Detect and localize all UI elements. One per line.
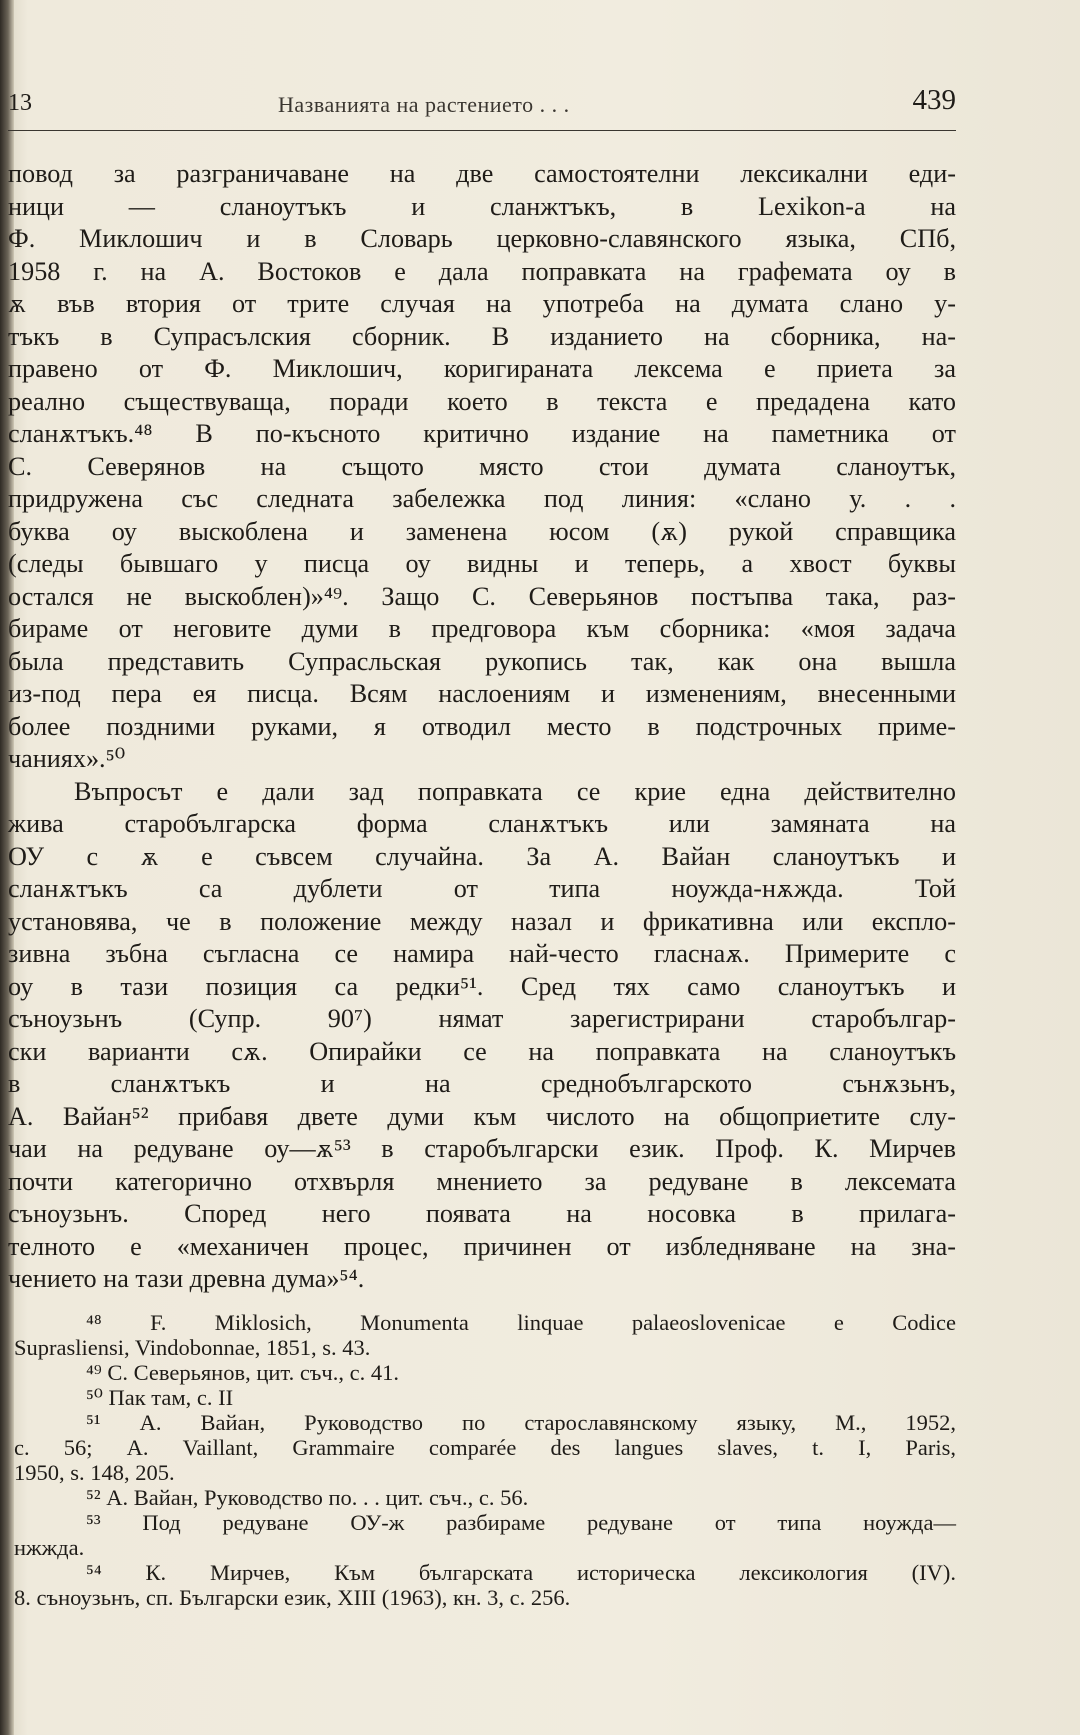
body-text	[8, 158, 956, 1296]
text-line: ѫ във втория от трите случая на употреба на думата слано у-	[8, 289, 956, 318]
text-line: Ф. Миклошич и в Словарь церковно-славянского языка, СПб,	[8, 224, 956, 253]
running-title: Названията на растението . . .	[278, 92, 570, 117]
footnote-54: ⁵⁴ К. Мирчев, Към българската историческа лексикология (IV).	[86, 1560, 956, 1585]
text-line: Въпросът е дали зад поправката се крие една действително	[74, 776, 956, 806]
text-line: тъкъ в Супрасълския сборник. В изданието на сборника, на-	[8, 321, 956, 351]
text-line: сланѫтъкъ.⁴⁸ В по-късното критично издание на паметника от	[8, 419, 956, 448]
footnote-49: ⁴⁹ С. Северьянов, цит. съч., с. 41.	[86, 1360, 399, 1385]
text-line: сланѫтъкъ са дублети от типа ноужда-нѫжда. Той	[8, 874, 956, 903]
text-line: более поздними руками, я отводил место в подстрочных приме-	[8, 711, 956, 741]
footnote-48-cont: Suprasliensi, Vindobonnae, 1851, s. 43.	[14, 1335, 371, 1360]
text-line: А. Вайан⁵² прибавя двете думи към числото на общоприетите слу-	[8, 1101, 956, 1131]
footnotes	[14, 1310, 956, 1610]
text-line: правено от Ф. Миклошич, коригираната лексема е приета за	[8, 354, 956, 383]
header-rule	[8, 130, 956, 131]
footnote-52: ⁵² А. Вайан, Руководство по. . . цит. съч., с. 56.	[86, 1485, 529, 1510]
text-line: из-под пера ея писца. Всям наслоениям и изменениям, внесенными	[8, 679, 956, 708]
text-line: чението на тази древна дума»⁵⁴.	[8, 1264, 365, 1293]
footnote-51-cont: 1950, s. 148, 205.	[14, 1460, 175, 1485]
text-line: реално съществуваща, поради което в текста е предадена като	[8, 386, 956, 416]
text-line: ОУ с ѫ е съвсем случайна. За А. Вайан сланоутъкъ и	[8, 841, 956, 871]
text-line: была представить Супрасльская рукопись так, как она вышла	[8, 646, 956, 676]
footnote-48: ⁴⁸ F. Miklosich, Monumenta linquae palaeoslovenicae e Codice	[86, 1310, 956, 1335]
footnote-54-cont: 8. съноузьнъ, сп. Български език, XIII (1963), кн. 3, с. 256.	[14, 1585, 571, 1610]
text-line: почти категорично отхвърля мнението за редуване в лексемата	[8, 1166, 956, 1196]
text-line: придружена със следната забележка под линия: «слано у. . .	[8, 484, 956, 513]
footnote-50: ⁵⁰ Пак там, с. II	[86, 1385, 234, 1410]
text-line: 1958 г. на А. Востоков е дала поправката на графемата оу в	[8, 256, 956, 286]
text-line: повод за разграничаване на две самостоятелни лексикални еди-	[8, 159, 956, 188]
left-page-number: 13	[8, 90, 32, 116]
text-line: в сланѫтъкъ и на среднобългарското сънѫзьнъ,	[8, 1069, 956, 1098]
text-line: чаниях».⁵⁰	[8, 744, 126, 773]
text-line: зивна зъбна съгласна се намира най-често гласнаѫ. Примерите с	[8, 939, 956, 968]
text-line: жива старобългарска форма сланѫтъкъ или замяната на	[8, 809, 956, 838]
text-line: оу в тази позиция са редки⁵¹. Сред тях само сланоутъкъ и	[8, 971, 956, 1001]
running-header	[8, 84, 956, 124]
footnote-53: ⁵³ Под редуване ОУ-ж разбираме редуване от типа ноужда—	[86, 1510, 956, 1535]
text-line: (следы бывшаго у писца оу видны и теперь, а хвост буквы	[8, 549, 956, 578]
text-line: остался не выскоблен)»⁴⁹. Защо С. Северьянов постъпва така, раз-	[8, 581, 956, 611]
text-line: ници — сланоутъкъ и сланжтъкъ, в Lexikon-a на	[8, 191, 956, 221]
text-line: С. Северянов на същото място стои думата сланоутък,	[8, 451, 956, 481]
footnote-51: ⁵¹ А. Вайан, Руководство по старославянскому языку, М., 1952,	[86, 1410, 956, 1435]
page-number: 439	[912, 84, 956, 116]
text-line: бираме от неговите думи в предговора към сборника: «моя задача	[8, 614, 956, 643]
text-line: чаи на редуване оу—ѫ⁵³ в старобългарски език. Проф. К. Мирчев	[8, 1134, 956, 1163]
text-line: буква оу выскоблена и заменена юсом (ѫ) рукой справщика	[8, 516, 956, 546]
text-line: съноузьнъ (Супр. 90⁷) нямат зарегистрирани старобългар-	[8, 1004, 956, 1033]
footnote-53-cont: нжжда.	[14, 1535, 85, 1560]
text-line: ски варианти сѫ. Опирайки се на поправката на сланоутъкъ	[8, 1036, 956, 1066]
text-line: съноузьнъ. Според него появата на носовка в прилага-	[8, 1199, 956, 1228]
text-line: телното е «механичен процес, причинен от избледняване на зна-	[8, 1231, 956, 1261]
text-line: установява, че в положение между назал и фрикативна или експло-	[8, 906, 956, 936]
footnote-51-cont: с. 56; А. Vaillant, Grammaire comparée des langues slaves, t. I, Paris,	[14, 1435, 956, 1460]
